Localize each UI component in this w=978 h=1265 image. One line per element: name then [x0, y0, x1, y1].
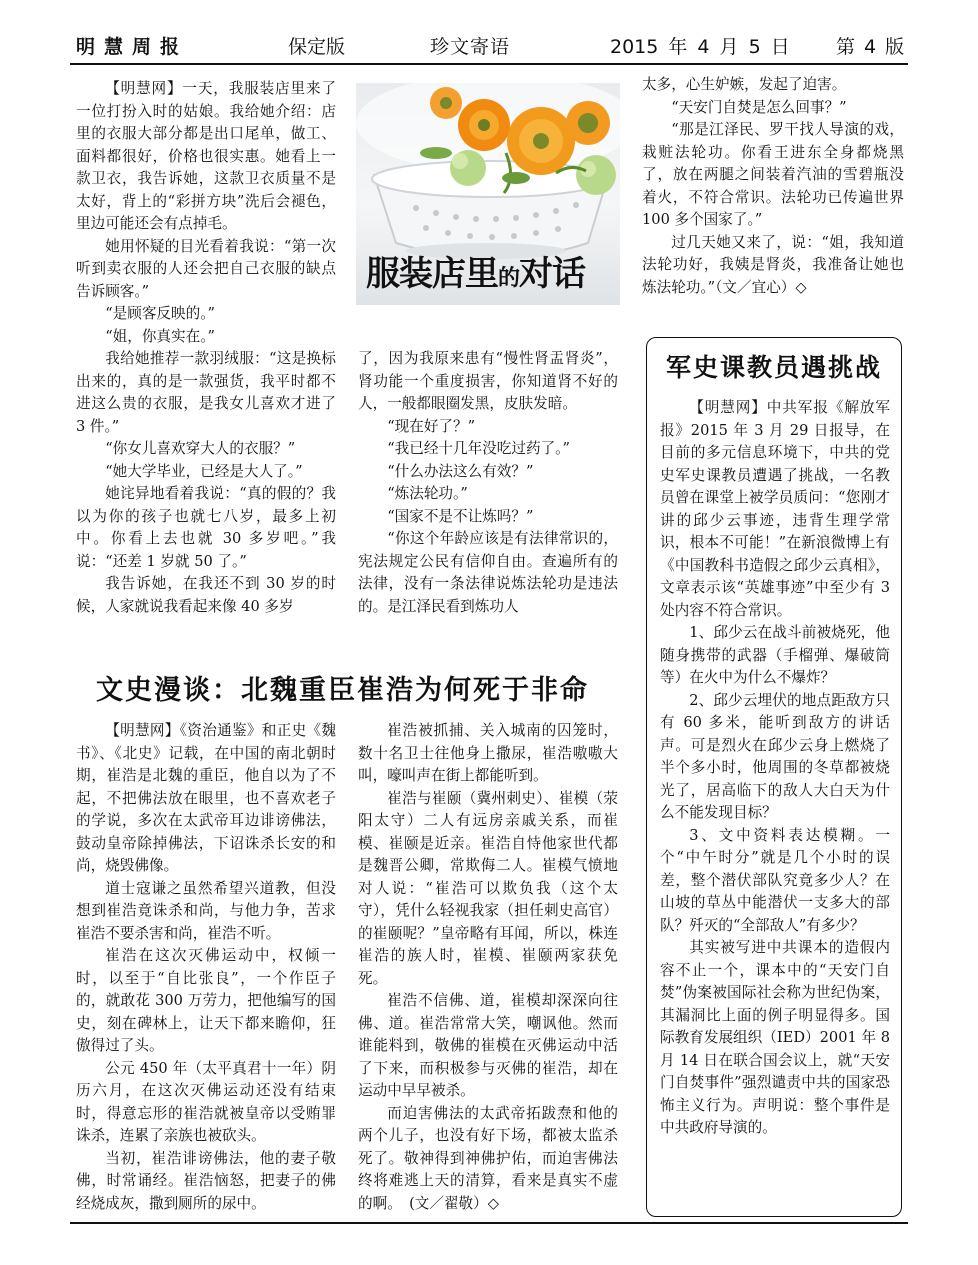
paragraph: “她大学毕业，已经是大人了。” [105, 462, 303, 480]
article1-column-1 [76, 78, 336, 618]
paragraph: 崔浩不信佛、道，崔模却深深向往佛、道。崔浩常常大笑，嘲讽他。然而谁能料到，敬佛的崔模在灭佛运动中活了下来，而积极参与灭佛的崔浩，却在运动中早早被杀。 [358, 992, 618, 1099]
article2-column-2 [358, 720, 618, 1215]
paragraph: 其实被写进中共课本的造假内容不止一个，课本中的“天安门自焚”伪案被国际社会称为世纪伪案，其漏洞比上面的例子明显得多。国际教育发展组织（IED）2001 年 8 月 14 日在联合国会议上，就“天安门自焚事件”强烈谴责中共的国家恐怖主义行为。声明说：整个事件是中共政府导演的。 [660, 939, 890, 1136]
paragraph: 过几天她又来了，说：“姐，我知道法轮功好，我姨是肾炎，我准备让她也炼法轮功。”（文／宜心）◇ [642, 233, 904, 296]
paragraph: “我已经十几年没吃过药了。” [387, 440, 570, 457]
paragraph: 1、邱少云在战斗前被烧死，他随身携带的武器（手榴弹、爆破筒等）在火中为什么不爆炸？ [660, 624, 890, 686]
paragraph: 2、邱少云埋伏的地点距敌方只有 60 多米，能听到敌方的讲话声。可是烈火在邱少云身上燃烧了半个多小时，他周围的冬草都被烧光了，居高临下的敌人大白天为什么不能发现目标？ [660, 691, 890, 821]
paragraph: “你女儿喜欢穿大人的衣服？” [105, 440, 296, 457]
masthead [70, 34, 908, 64]
paragraph: “天安门自焚是怎么回事？” [671, 98, 847, 116]
article3-body [660, 397, 890, 1140]
newspaper-title: 明慧周报 [76, 36, 189, 58]
page-number: 第 4 版 [836, 36, 905, 58]
article1-column-3 [642, 74, 904, 299]
paragraph: 崔浩与崔颐（冀州刺史）、崔模（荥阳太守）二人有远房亲戚关系，而崔模、崔颐是近亲。崔浩自恃他家世代都是魏晋公卿，常欺侮二人。崔模气愤地对人说：“崔浩可以欺负我（这个太守），凭什么轻视我家（担任刺史高官）的崔颐呢？”皇帝略有耳闻，所以，株连崔浩的族人时，崔模、崔颐两家获免死。 [358, 789, 618, 987]
paragraph: 道士寇谦之虽然希望兴道教，但没想到崔浩竟诛杀和尚，与他力争，苦求崔浩不要杀害和尚，崔浩不听。 [76, 879, 336, 942]
paragraph: 崔浩在这次灭佛运动中，权倾一时，以至于“自比张良”，一个作臣子的，就敢花 300 万劳力，把他编写的国史，刻在碑林上，让天下都来瞻仰，狂傲得过了头。 [76, 947, 336, 1054]
paragraph: “是顾客反映的。” [105, 305, 215, 322]
paragraph: 我给她推荐一款羽绒服：“这是换标出来的，真的是一款强货，我平时都不进这么贵的衣服，是我女儿喜欢才进了 3 件。” [76, 350, 336, 435]
paragraph: 而迫害佛法的太武帝拓跋焘和他的两个儿子，也没有好下场，都被太监杀死了。敬神得到神佛护佑，而迫害佛法终将难逃上天的清算，看来是真实不虚的啊。 (文／翟敬）◇ [358, 1104, 618, 1212]
edition-label: 保定版 [288, 36, 346, 58]
article1-column-2 [358, 348, 618, 618]
paragraph: “姐，你真实在。” [105, 327, 215, 345]
paragraph: 她诧异地看着我说：“真的假的？我以为你的孩子也就七八岁，最多上初中。你看上去也就 30 多岁吧。”我说：“还差 1 岁就 50 了。” [76, 485, 336, 570]
flower-bowl-photo [356, 83, 620, 305]
paragraph: 了，因为我原来患有“慢性肾盂肾炎”，肾功能一个重度损害，你知道肾不好的人，一般都眼圈发黑，皮肤发暗。 [358, 350, 618, 412]
article2-title: 文史漫谈：北魏重臣崔浩为何死于非命 [96, 675, 589, 706]
paragraph: 太多，心生妒嫉，发起了迫害。 [642, 76, 847, 93]
paragraph: 【明慧网】中共军报《解放军报》2015 年 3 月 29 日报导，在目前的多元信息环境下，中共的党史军史课教员遭遇了挑战，一名教员曾在课堂上被学员质问：“您刚才讲的邱少云事迹，违背生理学常识，根本不可能！”在新浪微博上有《中国教科书造假之邱少云真相》，文章表示该“英雄事迹”中至少有 3 处内容不符合常识。 [660, 399, 890, 619]
paragraph: 3、文中资料表达模糊。一个“中午时分”就是几个小时的误差，整个潜伏部队究竟多少人？在山坡的草丛中能潜伏一支多大的部队？歼灭的“全部敌人”有多少？ [660, 826, 890, 934]
paragraph: 崔浩被抓捕、关入城南的囚笼时，数十名卫士往他身上撒尿，崔浩嗷嗷大叫，嚎叫声在街上都能听到。 [358, 722, 618, 784]
paragraph: “那是江泽民、罗干找人导演的戏，栽赃法轮功。你看王进东全身都烧黑了，放在两腿之间装着汽油的雪碧瓶没着火，不符合常识。法轮功已传遍世界 100 多个国家了。” [642, 121, 904, 228]
article3-title: 军史课教员遇挑战 [665, 353, 882, 382]
paragraph: 我告诉她，在我还不到 30 岁的时候，人家就说我看起来像 40 多岁 [76, 575, 336, 615]
paragraph: “国家不是不让炼吗？” [387, 507, 534, 525]
article2-column-1 [76, 720, 336, 1215]
paragraph: 公元 450 年（太平真君十一年）阴历六月，在这次灭佛运动还没有结束时，得意忘形的崔浩就被皇帝以受贿罪诛杀，连累了亲族也被砍头。 [76, 1059, 336, 1144]
paragraph: 【明慧网】一天，我服装店里来了一位打扮入时的姑娘。我给她介绍：店里的衣服大部分都是出口尾单，做工、面料都很好，价格也很实惠。她看上一款卫衣，我告诉她，这款卫衣质量不是太好，背上的“彩拼方块”洗后会褪色，里边可能还会有点掉毛。 [76, 80, 336, 232]
column-name: 珍文寄语 [430, 36, 511, 58]
paragraph: “什么办法这么有效？” [387, 462, 534, 480]
paragraph: 【明慧网】《资治通鉴》和正史《魏书》、《北史》记载，在中国的南北朝时期，崔浩是北魏的重臣，他自以为了不起，不把佛法放在眼里，也不喜欢老子的学说，多次在太武帝耳边诽谤佛法，鼓动皇帝除掉佛法，下诏诛杀长安的和尚，烧毁佛像。 [76, 722, 336, 874]
paragraph: “现在好了？” [387, 417, 476, 435]
paragraph: 她用怀疑的目光看着我说：“第一次听到卖衣服的人还会把自己衣服的缺点告诉顾客。” [76, 237, 336, 300]
article1-title: 服装店里的对话 [366, 254, 586, 294]
issue-date: 2015 年 4 月 5 日 [610, 36, 790, 58]
paragraph: 当初，崔浩诽谤佛法，他的妻子敬佛，时常诵经。崔浩恼怒，把妻子的佛经烧成灰，撒到厕所的尿中。 [76, 1149, 336, 1212]
paragraph: “你这个年龄应该是有法律常识的，宪法规定公民有信仰自由。查遍所有的法律，没有一条法律说炼法轮功是违法的。是江泽民看到炼功人 [358, 530, 618, 615]
footer-rule [70, 1222, 908, 1224]
header-rule [70, 63, 908, 65]
paragraph: “炼法轮功。” [387, 485, 468, 502]
